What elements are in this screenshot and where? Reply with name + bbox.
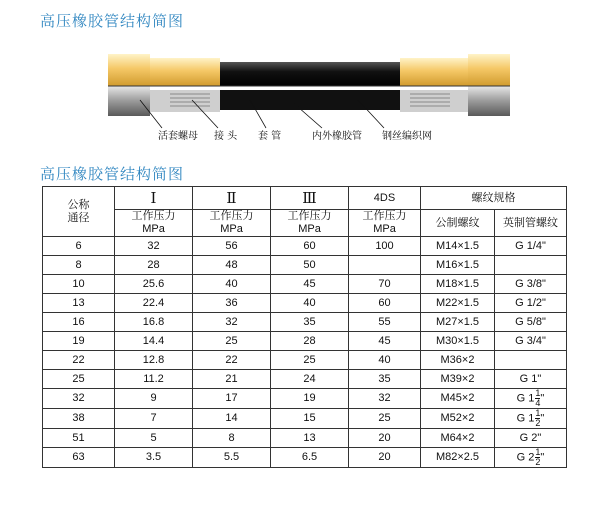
header-4ds: 4DS	[349, 187, 421, 210]
hose-upper	[220, 62, 400, 86]
cell-pressure-2: 21	[193, 370, 271, 389]
cell-pressure-2: 25	[193, 332, 271, 351]
cell-nominal: 32	[43, 389, 115, 409]
hose-structure-diagram	[100, 40, 520, 150]
cell-pressure-3: 13	[271, 429, 349, 448]
header-imperial-thread: 英制管螺纹	[495, 210, 567, 237]
cell-nominal: 19	[43, 332, 115, 351]
cell-nominal: 51	[43, 429, 115, 448]
cell-pressure-4: 60	[349, 294, 421, 313]
cell-pressure-3: 35	[271, 313, 349, 332]
table-row	[43, 237, 567, 256]
imperial-thread-text: G 1/2"	[515, 296, 546, 309]
cell-pressure-4	[349, 256, 421, 275]
imperial-thread-text: G 1"	[519, 372, 542, 385]
imperial-thread-fraction: $\frac{1}{2}$	[535, 408, 541, 428]
table-row	[43, 332, 567, 351]
cell-pressure-4: 20	[349, 429, 421, 448]
cell-pressure-1: 25.6	[115, 275, 193, 294]
cell-pressure-3: 40	[271, 294, 349, 313]
cell-pressure-1: 28	[115, 256, 193, 275]
cell-pressure-2: 5.5	[193, 448, 271, 468]
cell-imperial-thread	[495, 429, 567, 448]
label-rubber-tube: 内外橡胶管	[312, 131, 362, 142]
cell-metric-thread: M16×1.5	[421, 256, 495, 275]
header-metric-thread: 公制螺纹	[421, 210, 495, 237]
table-row	[43, 275, 567, 294]
cell-nominal: 63	[43, 448, 115, 468]
table-body	[43, 187, 567, 468]
right-fitting-lower	[400, 90, 468, 112]
cell-metric-thread: M22×1.5	[421, 294, 495, 313]
cell-pressure-2: 14	[193, 409, 271, 429]
table-row	[43, 409, 567, 429]
table-row	[43, 448, 567, 468]
cell-pressure-2: 22	[193, 351, 271, 370]
cell-pressure-3: 19	[271, 389, 349, 409]
header-row-1	[43, 187, 567, 210]
cell-pressure-1: 7	[115, 409, 193, 429]
cell-metric-thread: M45×2	[421, 389, 495, 409]
cell-pressure-4: 70	[349, 275, 421, 294]
cell-imperial-thread	[495, 275, 567, 294]
header-pressure-1: 工作压力 MPa	[115, 210, 193, 237]
header-class-1: Ⅰ	[115, 187, 193, 210]
hose-spec-table	[42, 186, 567, 468]
cell-nominal: 22	[43, 351, 115, 370]
cell-pressure-2: 56	[193, 237, 271, 256]
cell-imperial-thread: G 1 $\frac{1}{2}$ "	[495, 409, 567, 429]
cell-imperial-thread	[495, 351, 567, 370]
cell-pressure-1: 3.5	[115, 448, 193, 468]
label-sleeve: 套 管	[258, 131, 282, 142]
cell-metric-thread: M64×2	[421, 429, 495, 448]
table-row	[43, 389, 567, 409]
cell-nominal: 25	[43, 370, 115, 389]
left-fitting-lower	[150, 90, 220, 112]
cell-metric-thread: M30×1.5	[421, 332, 495, 351]
cell-pressure-1: 16.8	[115, 313, 193, 332]
right-fitting-upper	[400, 58, 468, 86]
cell-pressure-3: 60	[271, 237, 349, 256]
cell-pressure-2: 40	[193, 275, 271, 294]
imperial-thread-text: G 2	[516, 451, 535, 464]
cell-nominal: 16	[43, 313, 115, 332]
table-row	[43, 294, 567, 313]
header-row-2	[43, 210, 567, 237]
cell-metric-thread: M36×2	[421, 351, 495, 370]
cell-imperial-thread: G 1 $\frac{1}{4}$ "	[495, 389, 567, 409]
cell-pressure-1: 12.8	[115, 351, 193, 370]
cell-pressure-2: 32	[193, 313, 271, 332]
label-fitting: 接 头	[214, 131, 238, 142]
table-row	[43, 313, 567, 332]
label-swivel-nut: 活套螺母	[158, 131, 198, 142]
cell-nominal: 38	[43, 409, 115, 429]
right-nut-upper	[468, 54, 510, 86]
cell-imperial-thread	[495, 256, 567, 275]
cell-imperial-thread	[495, 237, 567, 256]
diagram-title: 高压橡胶管结构简图	[40, 12, 185, 30]
imperial-thread-text: G 1	[516, 412, 535, 425]
imperial-thread-text: G 1	[516, 392, 535, 405]
imperial-thread-text: G 2"	[519, 431, 542, 444]
cell-pressure-4: 45	[349, 332, 421, 351]
cell-pressure-1: 14.4	[115, 332, 193, 351]
cell-metric-thread: M39×2	[421, 370, 495, 389]
cell-pressure-3: 15	[271, 409, 349, 429]
right-nut-lower	[468, 86, 510, 116]
label-steel-braid: 钢丝编织网	[382, 131, 432, 142]
table-title: 高压橡胶管结构简图	[40, 165, 185, 183]
cell-nominal: 8	[43, 256, 115, 275]
imperial-thread-text: G 3/4"	[515, 334, 546, 347]
header-class-3: Ⅲ	[271, 187, 349, 210]
imperial-thread-fraction: $\frac{1}{2}$	[535, 447, 541, 467]
cell-nominal: 6	[43, 237, 115, 256]
cell-metric-thread: M27×1.5	[421, 313, 495, 332]
cell-pressure-3: 25	[271, 351, 349, 370]
cell-pressure-4: 20	[349, 448, 421, 468]
cell-pressure-2: 36	[193, 294, 271, 313]
hose-lower	[220, 90, 400, 110]
cell-metric-thread: M14×1.5	[421, 237, 495, 256]
cell-pressure-3: 45	[271, 275, 349, 294]
header-pressure-4: 工作压力 MPa	[349, 210, 421, 237]
cell-pressure-4: 25	[349, 409, 421, 429]
header-class-2: Ⅱ	[193, 187, 271, 210]
cell-pressure-3: 50	[271, 256, 349, 275]
cell-pressure-4: 40	[349, 351, 421, 370]
cell-pressure-4: 55	[349, 313, 421, 332]
cell-pressure-1: 11.2	[115, 370, 193, 389]
cell-imperial-thread	[495, 370, 567, 389]
cell-pressure-2: 8	[193, 429, 271, 448]
cell-pressure-4: 35	[349, 370, 421, 389]
header-nominal-diameter: 公称 通径	[43, 187, 115, 237]
cell-nominal: 13	[43, 294, 115, 313]
cell-pressure-3: 6.5	[271, 448, 349, 468]
imperial-thread-fraction: $\frac{1}{4}$	[535, 388, 541, 408]
left-nut-upper	[108, 54, 150, 86]
cell-metric-thread: M82×2.5	[421, 448, 495, 468]
imperial-thread-text: G 3/8"	[515, 277, 546, 290]
cell-pressure-1: 9	[115, 389, 193, 409]
cell-pressure-3: 28	[271, 332, 349, 351]
left-nut-lower	[108, 86, 150, 116]
cell-pressure-4: 32	[349, 389, 421, 409]
cell-imperial-thread: G 2 $\frac{1}{2}$ "	[495, 448, 567, 468]
cell-metric-thread: M52×2	[421, 409, 495, 429]
table-row	[43, 256, 567, 275]
imperial-thread-text: G 1/4"	[515, 239, 546, 252]
cell-imperial-thread	[495, 332, 567, 351]
cell-pressure-3: 24	[271, 370, 349, 389]
header-pressure-3: 工作压力 MPa	[271, 210, 349, 237]
header-thread-spec: 螺纹规格	[421, 187, 567, 210]
table-row	[43, 370, 567, 389]
imperial-thread-text: G 5/8"	[515, 315, 546, 328]
cell-nominal: 10	[43, 275, 115, 294]
left-fitting-upper	[150, 58, 220, 86]
cell-pressure-4: 100	[349, 237, 421, 256]
cell-pressure-1: 22.4	[115, 294, 193, 313]
cell-pressure-1: 5	[115, 429, 193, 448]
cell-pressure-1: 32	[115, 237, 193, 256]
cell-metric-thread: M18×1.5	[421, 275, 495, 294]
cell-pressure-2: 17	[193, 389, 271, 409]
table-row	[43, 351, 567, 370]
cell-imperial-thread	[495, 313, 567, 332]
cell-pressure-2: 48	[193, 256, 271, 275]
header-pressure-2: 工作压力 MPa	[193, 210, 271, 237]
cell-imperial-thread	[495, 294, 567, 313]
table-row	[43, 429, 567, 448]
